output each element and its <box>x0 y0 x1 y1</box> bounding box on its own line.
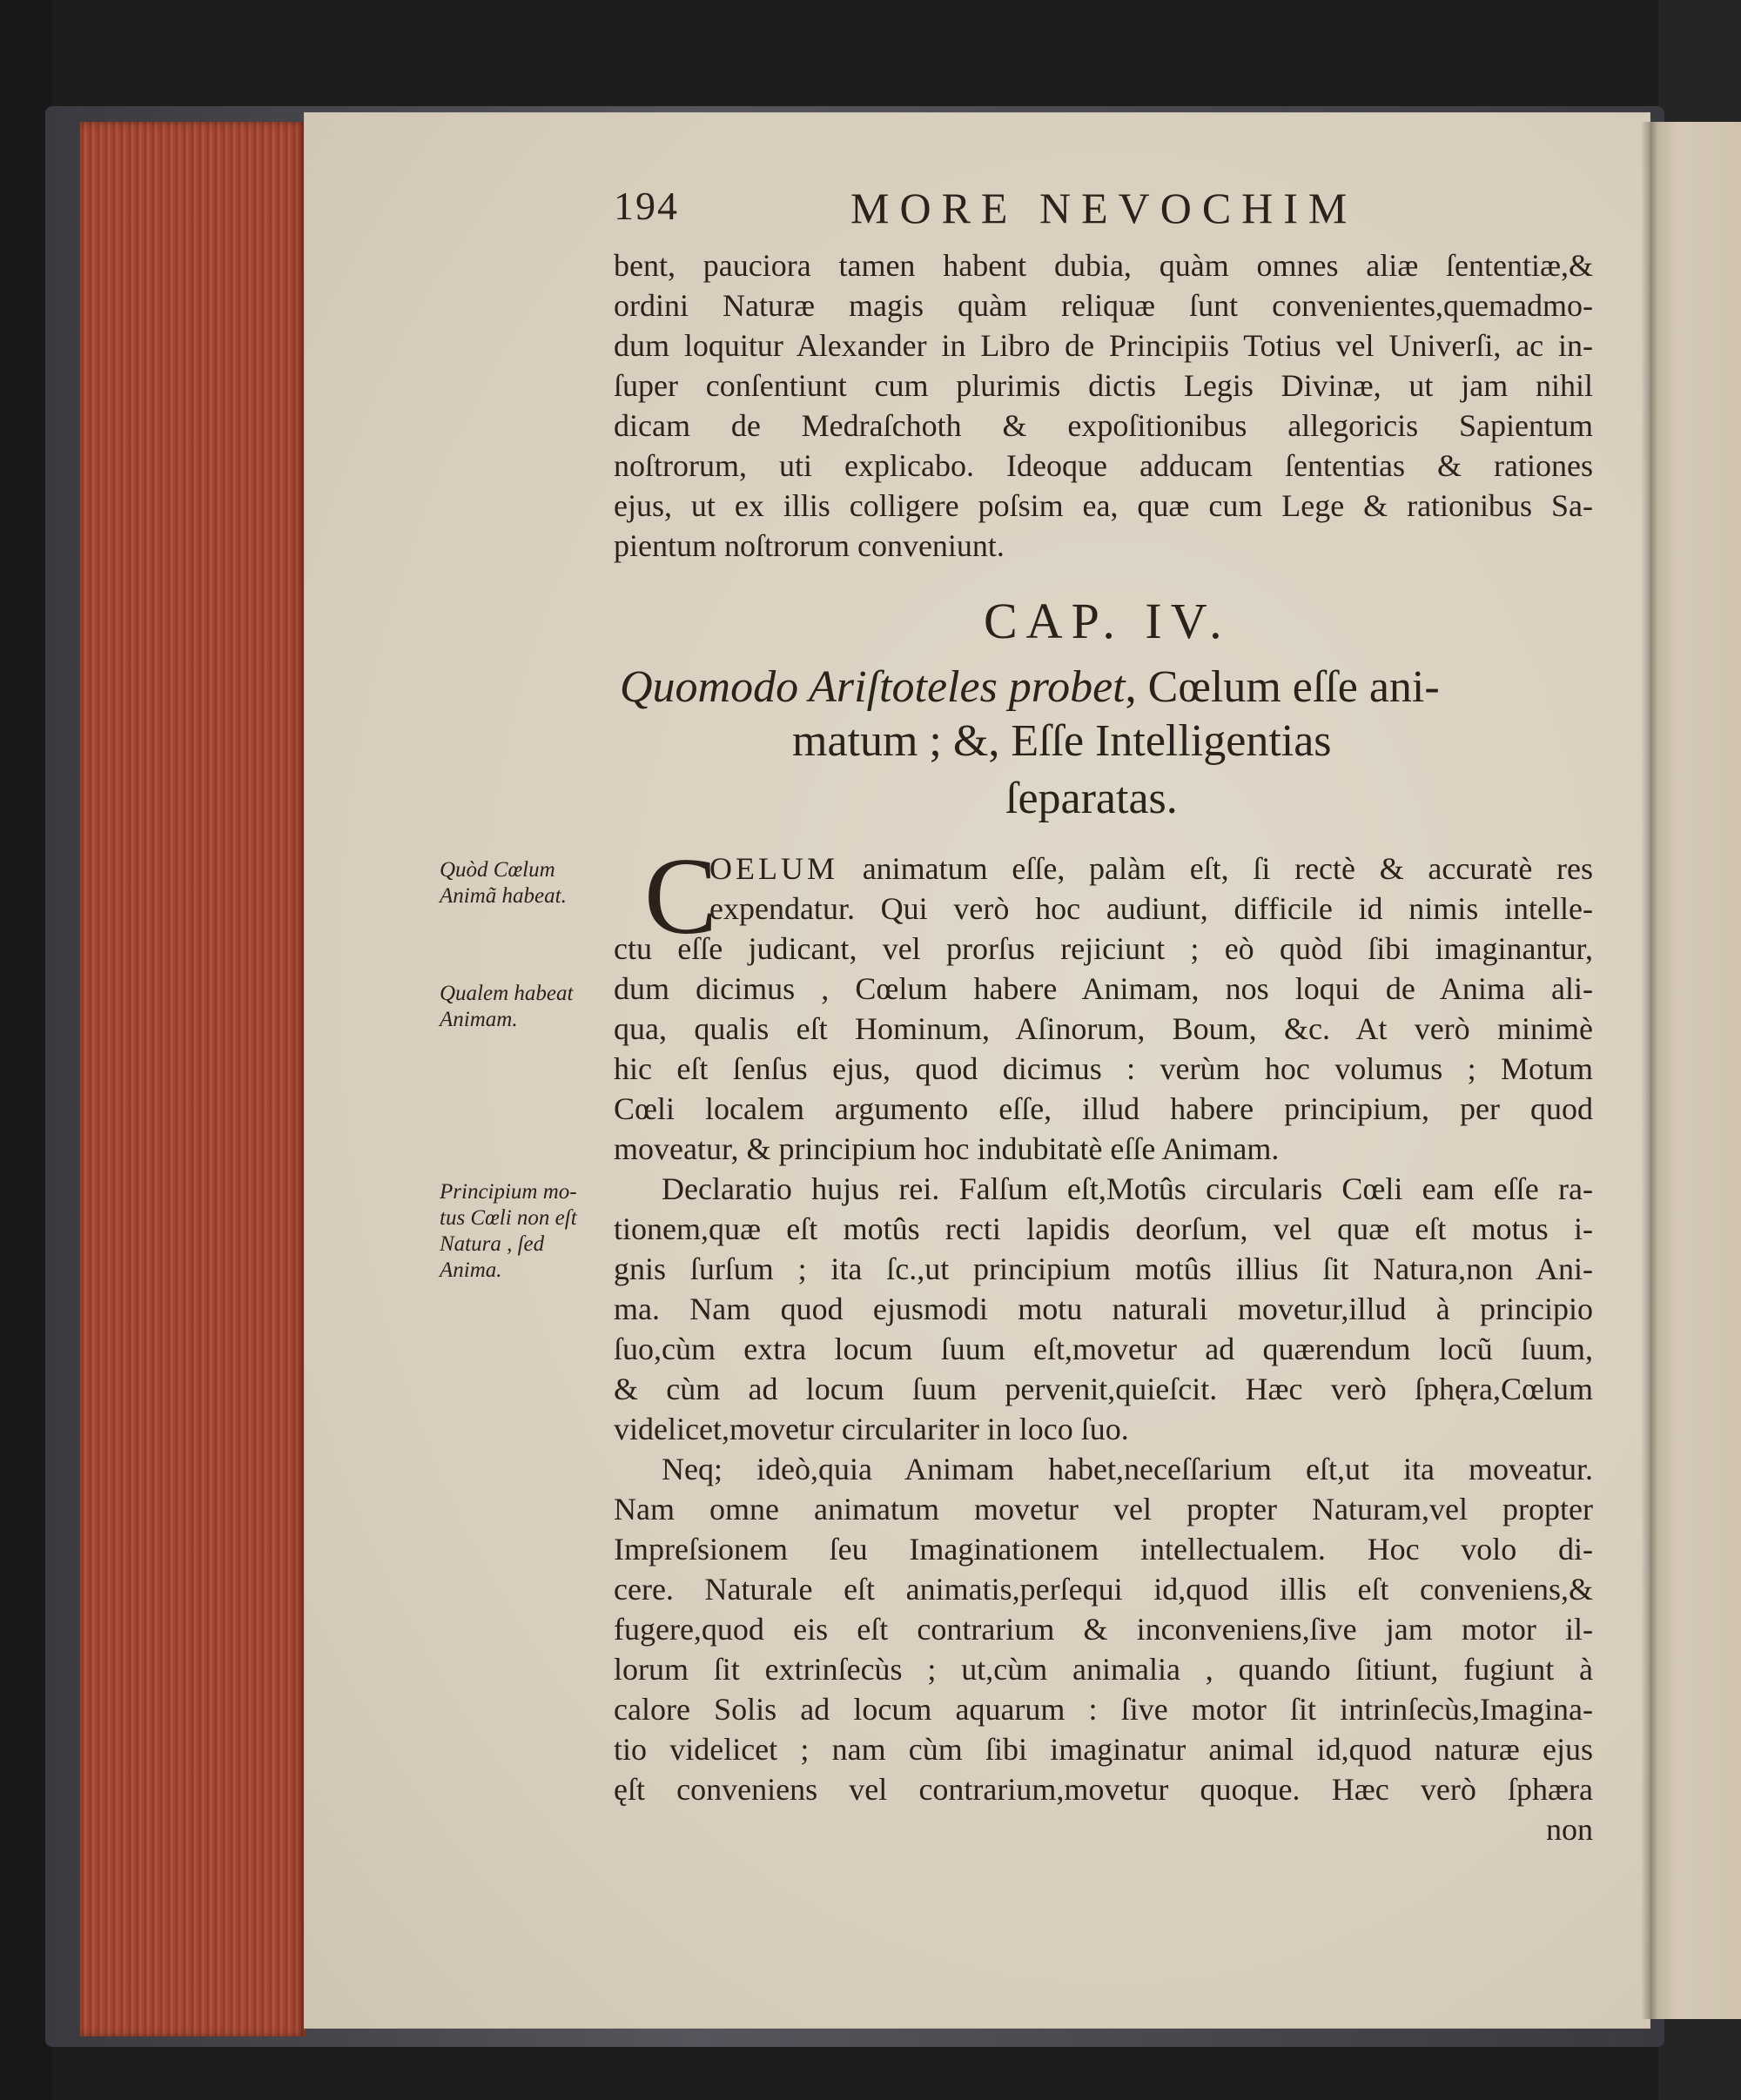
chapter-title-line: matum ; &, Eſſe Intelligentias <box>792 716 1332 766</box>
text-line: Nam omne animatum movetur vel propter Naturam,vel propter <box>614 1492 1593 1526</box>
text-line: calore Solis ad locum aquarum : ſive motor ſit intrinſecùs,Imagina- <box>614 1692 1593 1727</box>
text-line: videlicet,movetur circulariter in loco ſuo. <box>614 1412 1129 1446</box>
chapter-title-italic: Quomodo Ariſtoteles probet <box>620 662 1126 712</box>
text-line: Neq; ideò,quia Animam habet,neceſſarium eſt,ut ita moveatur. <box>662 1452 1593 1486</box>
text-line: moveatur, & principium hoc indubitatè eſſe Animam. <box>614 1131 1280 1166</box>
text-line: & cùm ad locum ſuum pervenit,quieſcit. Hæc verò ſphęra,Cœlum <box>614 1372 1593 1406</box>
text-line: pientum noſtrorum conveniunt. <box>614 528 1005 563</box>
text-line: ęſt conveniens vel contrarium,movetur quoque. Hæc verò ſphæra <box>614 1772 1593 1807</box>
text-line: gnis ſurſum ; ita ſc.,ut principium motûs illius ſit Natura,non Ani- <box>614 1251 1593 1286</box>
text-line: dicam de Medraſchoth & expoſitionibus allegoricis Sapientum <box>614 408 1593 443</box>
text-line: qua, qualis eſt Hominum, Aſinorum, Boum, &c. At verò minimè <box>614 1011 1593 1046</box>
facing-page <box>1650 122 1741 2019</box>
text-line: Cœli localem argumento eſſe, illud habere principium, per quod <box>614 1091 1593 1126</box>
text-line: OELUM animatum eſſe, palàm eſt, ſi rectè & accuratè res <box>709 851 1593 886</box>
background-strip <box>0 0 52 2100</box>
margin-note: Qualem habeat Animam. <box>440 982 574 1031</box>
text-line: bent, pauciora tamen habent dubia, quàm omnes aliæ ſententiæ,& <box>614 248 1593 283</box>
text-line: ejus, ut ex illis colligere poſsim ea, quæ cum Lege & rationibus Sa- <box>614 488 1593 523</box>
text-line: Impreſsionem ſeu Imaginationem intellectualem. Hoc volo di- <box>614 1532 1593 1567</box>
text-line: cere. Naturale eſt animatis,perſequi id,quod illis eſt conveniens,& <box>614 1572 1593 1607</box>
chapter-title-line <box>620 661 1440 714</box>
text-line: noſtrorum, uti explicabo. Ideoque adducam ſententias & rationes <box>614 448 1593 483</box>
chapter-title-rest: , Cœlum eſſe ani- <box>1125 662 1440 712</box>
text-line: ma. Nam quod ejusmodi motu naturali movetur,illud à principio <box>614 1292 1593 1326</box>
text-line: ſuo,cùm extra locum ſuum eſt,movetur ad quærendum locũ ſuum, <box>614 1332 1593 1366</box>
drop-cap: C <box>644 836 718 957</box>
page-number: 194 <box>614 184 679 228</box>
margin-note: Principium mo- tus Cœli non eſt Natura , ſed Anima. <box>440 1180 577 1282</box>
text-line: Declaratio hujus rei. Falſum eſt,Motûs circularis Cœli eam eſſe ra- <box>662 1171 1593 1206</box>
page-edges <box>80 122 306 2036</box>
running-title: MORE NEVOCHIM <box>850 184 1358 232</box>
text-line: expendatur. Qui verò hoc audiunt, difficile id nimis intelle- <box>709 891 1593 926</box>
margin-note: Quòd Cœlum Animã habeat. <box>440 858 567 908</box>
text-line: ſuper conſentiunt cum plurimis dictis Legis Divinæ, ut jam nihil <box>614 368 1593 403</box>
text-line: tionem,quæ eſt motûs recti lapidis deorſum, vel quæ eſt motus i- <box>614 1211 1593 1246</box>
text-line: tio videlicet ; nam cùm ſibi imaginatur animal id,quod naturæ ejus <box>614 1732 1593 1767</box>
chapter-title-line: ſeparatas. <box>1005 774 1178 823</box>
text-line: fugere,quod eis eſt contrarium & inconveniens,ſive jam motor il- <box>614 1612 1593 1647</box>
catchword: non <box>1546 1812 1593 1847</box>
running-head <box>614 183 1597 235</box>
text-line: ordini Naturæ magis quàm reliquæ ſunt convenientes,quemadmo- <box>614 288 1593 323</box>
text-line: dum loquitur Alexander in Libro de Principiis Totius vel Univerſi, ac in- <box>614 328 1593 363</box>
text-line: dum dicimus , Cœlum habere Animam, nos loqui de Anima ali- <box>614 971 1593 1006</box>
text-line: ctu eſſe judicant, vel prorſus rejiciunt ; eò quòd ſibi imaginantur, <box>614 931 1593 966</box>
text-line: lorum ſit extrinſecùs ; ut,cùm animalia , quando ſitiunt, fugiunt à <box>614 1652 1593 1687</box>
page-gutter <box>1641 122 1658 2019</box>
first-word: OELUM <box>709 851 838 886</box>
chapter-heading: CAP. IV. <box>984 593 1231 649</box>
text-line: hic eſt ſenſus ejus, quod dicimus : verùm hoc volumus ; Motum <box>614 1051 1593 1086</box>
